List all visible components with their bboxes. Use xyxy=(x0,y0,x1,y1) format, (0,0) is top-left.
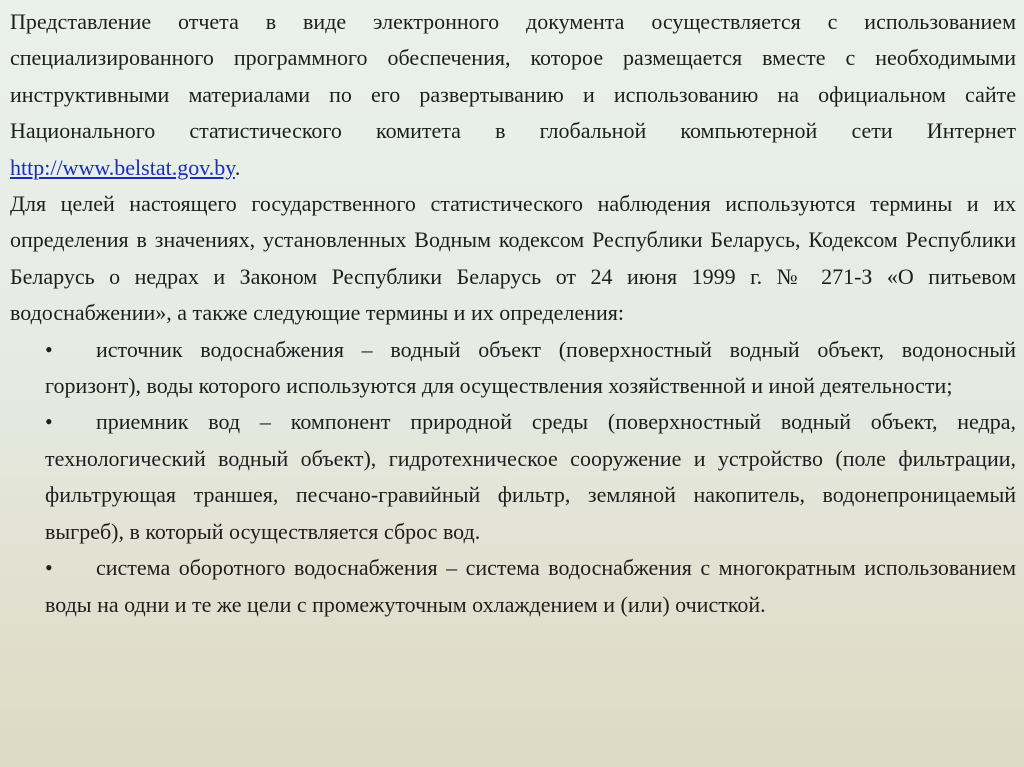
slide-body xyxy=(10,4,1016,763)
list-item-circulating-system xyxy=(10,550,1016,623)
bullet-marker: • xyxy=(45,409,53,435)
list-item-water-receiver xyxy=(10,404,1016,550)
bullet-marker: • xyxy=(45,555,53,581)
bullet-marker: • xyxy=(45,336,53,362)
belstat-link[interactable]: http://www.belstat.gov.by xyxy=(10,154,235,180)
list-item-text: источник водоснабжения – водный объект (поверхностный водный объект, водоносный горизонт), воды которого используются для осуществления хозяйственной и иной деятельности; xyxy=(45,336,1016,399)
list-item-text: система оборотного водоснабжения – система водоснабжения с многократным использованием воды на одни и те же цели с промежуточным охлаждением и (или) очисткой. xyxy=(45,555,1016,617)
list-item-water-source xyxy=(10,332,1016,405)
intro-paragraph-text: Представление отчета в виде электронного документа осуществляется с использованием специализированного программного обеспечения, которое размещается вместе с необходимыми инструктивными материалами по его развертыванию и использованию на официальном сайте Национального статистического комитета в глобальной компьютерной сети Интернет xyxy=(10,9,1016,144)
intro-paragraph xyxy=(10,4,1016,186)
terms-paragraph: Для целей настоящего государственного статистического наблюдения используются термины и их определения в значениях, установленных Водным кодексом Республики Беларусь, Кодексом Республики Беларусь о недрах и Законом Республики Беларусь от 24 июня 1999 г. № 271-З «О питьевом водоснабжении», а также следующие термины и их определения: xyxy=(10,191,1016,326)
list-item-text: приемник вод – компонент природной среды (поверхностный водный объект, недра, технологический водный объект), гидротехническое сооружение и устройство (поле фильтрации, фильтрующая траншея, песчано-гравийный фильтр, земляной накопитель, водонепроницаемый выгреб), в который осуществляется сброс вод. xyxy=(45,409,1016,544)
intro-paragraph-tail: . xyxy=(234,154,241,180)
